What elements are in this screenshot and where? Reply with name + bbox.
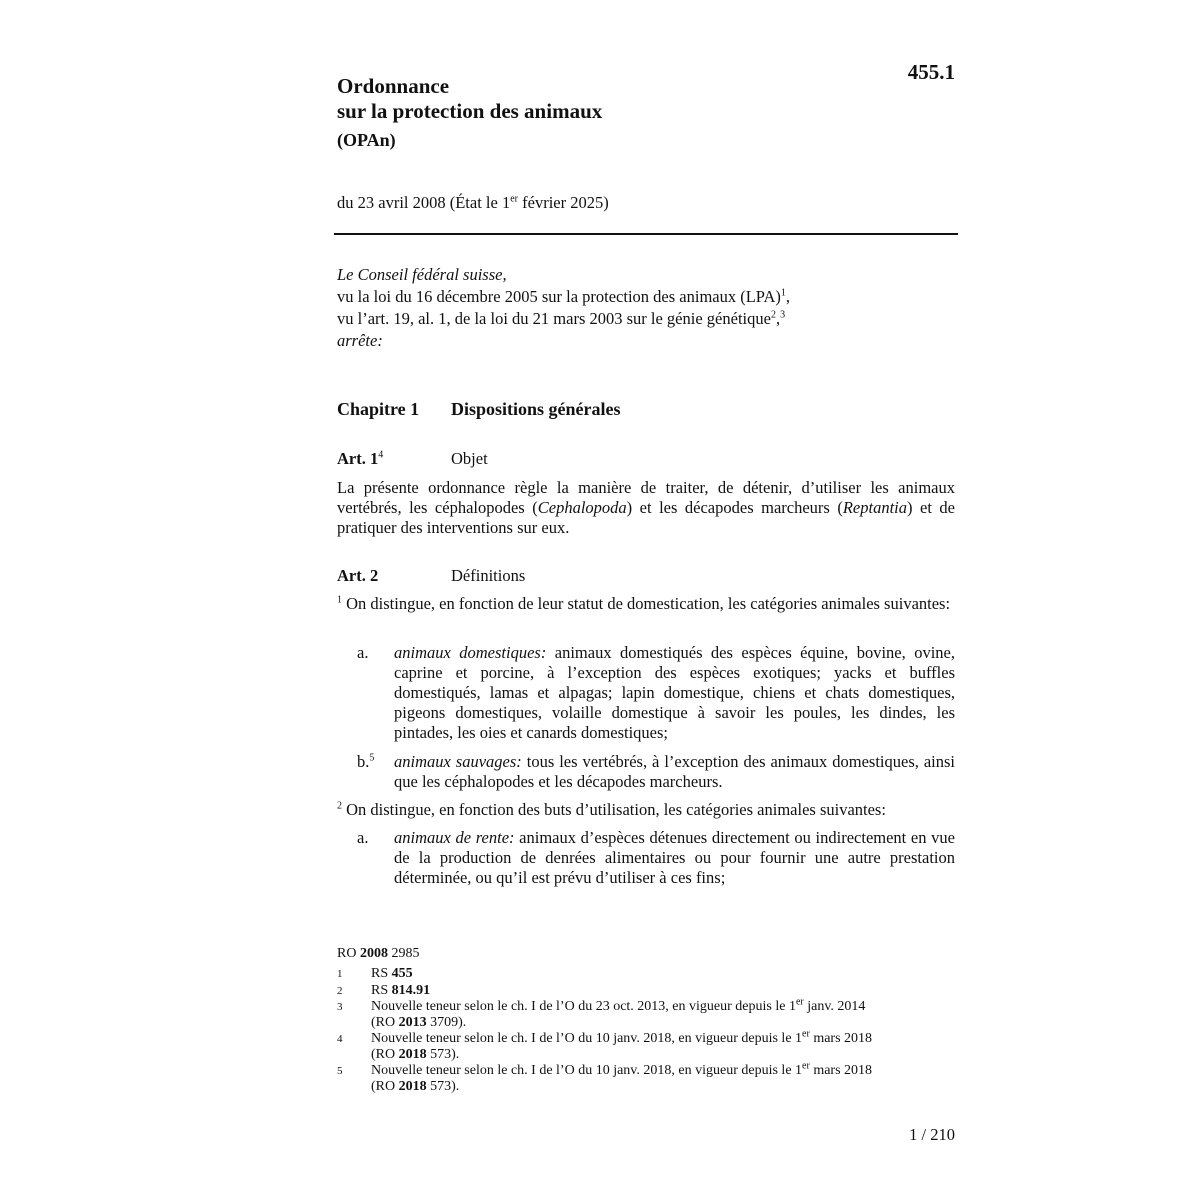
article-1-title: Objet: [451, 449, 488, 468]
sr-number: 455.1: [907, 60, 955, 84]
article-2-heading: [337, 566, 525, 586]
header-divider: [334, 233, 958, 235]
date-text-end: février 2025): [518, 193, 609, 212]
paragraph-1-text: On distingue, en fonction de leur statut de domestication, les catégories animales suivantes:: [342, 594, 951, 613]
footnote-bold: 2013: [398, 1015, 427, 1030]
footnote-ref-4[interactable]: 4: [378, 449, 384, 461]
footnote-sup: er: [795, 996, 804, 1008]
ro-prefix: RO: [337, 946, 360, 961]
preamble-line-1: [337, 286, 955, 308]
preamble-council: Le Conseil fédéral suisse,: [337, 265, 507, 284]
art1-text-b: ) et les décapodes marcheurs (: [626, 498, 843, 517]
ro-reference: [337, 946, 419, 962]
ro-page: 2985: [387, 946, 420, 961]
document-date: [337, 193, 609, 213]
list-item-a-livestock: [357, 828, 955, 888]
footnote-number: 3: [337, 1001, 343, 1013]
title-line-2: sur la protection des animaux: [337, 99, 603, 123]
article-2-paragraph-1: [337, 594, 955, 614]
art1-term-reptantia: Reptantia: [842, 498, 907, 517]
chapter-heading: [337, 399, 621, 420]
art1-text-a: La présente ordonnance règle la manière de traiter, de détenir, d’utiliser les animaux vertébrés, les céphalopodes (: [337, 478, 955, 517]
footnote-number: 2: [337, 985, 343, 997]
document-title: [337, 74, 602, 124]
date-text: du 23 avril 2008 (État le 1: [337, 193, 511, 212]
footnote-3: [337, 996, 957, 1031]
footnote-ro-end: 573).: [426, 1079, 460, 1094]
footnote-ro-end: 3709).: [426, 1015, 467, 1030]
ro-year: 2008: [359, 946, 388, 961]
definition-wild: tous les vertébrés, à l’exception des animaux domestiques, ainsi que les céphalopodes et les décapodes marcheurs.: [394, 752, 955, 791]
preamble-line-2: [337, 308, 955, 330]
item-text-a: [394, 643, 955, 743]
art1-text-c: ) et de pratiquer des interventions sur eux.: [337, 498, 955, 537]
footnote-number: 5: [337, 1065, 343, 1077]
footnote-bold: 2018: [398, 1047, 427, 1062]
footnote-1: [337, 966, 957, 982]
preamble-arrete: arrête:: [337, 331, 383, 350]
definition-domestic: animaux domestiqués des espèces équine, bovine, ovine, caprine et porcine, à l’exception des espèces exotiques; yacks et buffles domestiqués, lamas et alpagas; lapin domestique, chiens et chats domestiques, pigeons domestiques, volaille domestique à savoir les poules, les dindes, les pintades, les oies et canards domestiques;: [394, 643, 955, 742]
document-abbreviation: (OPAn): [337, 130, 396, 150]
article-1-number: [337, 449, 451, 469]
item-text-a2: [394, 828, 955, 888]
preamble: [337, 264, 955, 352]
footnote-ro: (RO: [371, 1047, 399, 1062]
footnote-text: Nouvelle teneur selon le ch. I de l’O du 10 janv. 2018, en vigueur depuis le 1: [371, 1031, 803, 1046]
paragraph-2-text: On distingue, en fonction des buts d’utilisation, les catégories animales suivantes:: [342, 800, 886, 819]
footnote-sup: er: [802, 1028, 810, 1040]
footnote-ref-2[interactable]: 2: [770, 309, 776, 321]
footnote-ro-end: 573).: [426, 1047, 460, 1062]
page-number: 1 / 210: [909, 1125, 955, 1144]
footnote-bold: 814.91: [391, 983, 431, 998]
article-2-title: Définitions: [451, 566, 526, 585]
paragraph-number-2: 2: [337, 800, 342, 812]
footnote-number: 4: [337, 1033, 343, 1045]
footnote-ref-3[interactable]: 3: [780, 309, 786, 321]
footnote-2: [337, 983, 957, 999]
footnote-bold: 2018: [398, 1079, 427, 1094]
footnote-text: RS: [371, 983, 392, 998]
item-label-b: [357, 752, 393, 772]
footnote-ref-5[interactable]: 5: [369, 752, 375, 764]
item-text-b: [394, 752, 955, 792]
article-2-paragraph-2: [337, 800, 955, 820]
chapter-title: Dispositions générales: [451, 399, 621, 419]
article-2-number: Art. 2: [337, 566, 379, 585]
footnote-5: [337, 1060, 957, 1095]
footnote-sup: er: [802, 1060, 810, 1072]
footnote-text-end: janv. 2014: [803, 999, 866, 1014]
preamble-punct: ,: [785, 287, 790, 306]
preamble-sep: ,: [775, 309, 781, 328]
footnote-number: 1: [337, 968, 343, 980]
footnote-ref-1[interactable]: 1: [780, 287, 786, 299]
term-domestic: animaux domestiques:: [394, 643, 547, 662]
item-label-b-text: b.: [357, 752, 370, 771]
preamble-line-1-text: vu la loi du 16 décembre 2005 sur la protection des animaux (LPA): [337, 287, 781, 306]
footnote-bold: 455: [391, 966, 413, 981]
date-sup: er: [510, 193, 518, 205]
article-1-num-text: Art. 1: [337, 449, 379, 468]
article-1-text: [337, 478, 955, 538]
footnote-text-end: mars 2018: [809, 1031, 873, 1046]
footnote-text: Nouvelle teneur selon le ch. I de l’O du 23 oct. 2013, en vigueur depuis le 1: [371, 999, 796, 1014]
footnote-4: [337, 1028, 957, 1063]
term-livestock: animaux de rente:: [394, 828, 515, 847]
list-item-a-domestic: [357, 643, 955, 743]
article-1-heading: [337, 449, 488, 469]
term-wild: animaux sauvages:: [394, 752, 522, 771]
paragraph-number-1: 1: [337, 594, 342, 606]
definition-livestock: animaux d’espèces détenues directement ou indirectement en vue de la production de denrées alimentaires ou pour fournir une autre prestation déterminée, ou qu’il est prévu d’utiliser à ces fins;: [394, 828, 955, 887]
title-line-1: Ordonnance: [337, 74, 450, 98]
list-item-b-wild: [357, 752, 955, 792]
chapter-number: Chapitre 1: [337, 399, 420, 419]
art1-term-cephalopoda: Cephalopoda: [537, 498, 627, 517]
footnote-ro: (RO: [371, 1079, 399, 1094]
footnote-text: RS: [371, 966, 392, 981]
footnote-text-end: mars 2018: [809, 1063, 873, 1078]
preamble-line-2-text: vu l’art. 19, al. 1, de la loi du 21 mars 2003 sur le génie génétique: [337, 309, 771, 328]
item-label-a2: a.: [357, 828, 369, 847]
footnote-ro: (RO: [371, 1015, 399, 1030]
footnote-text: Nouvelle teneur selon le ch. I de l’O du 10 janv. 2018, en vigueur depuis le 1: [371, 1063, 803, 1078]
item-label-a: a.: [357, 643, 369, 662]
